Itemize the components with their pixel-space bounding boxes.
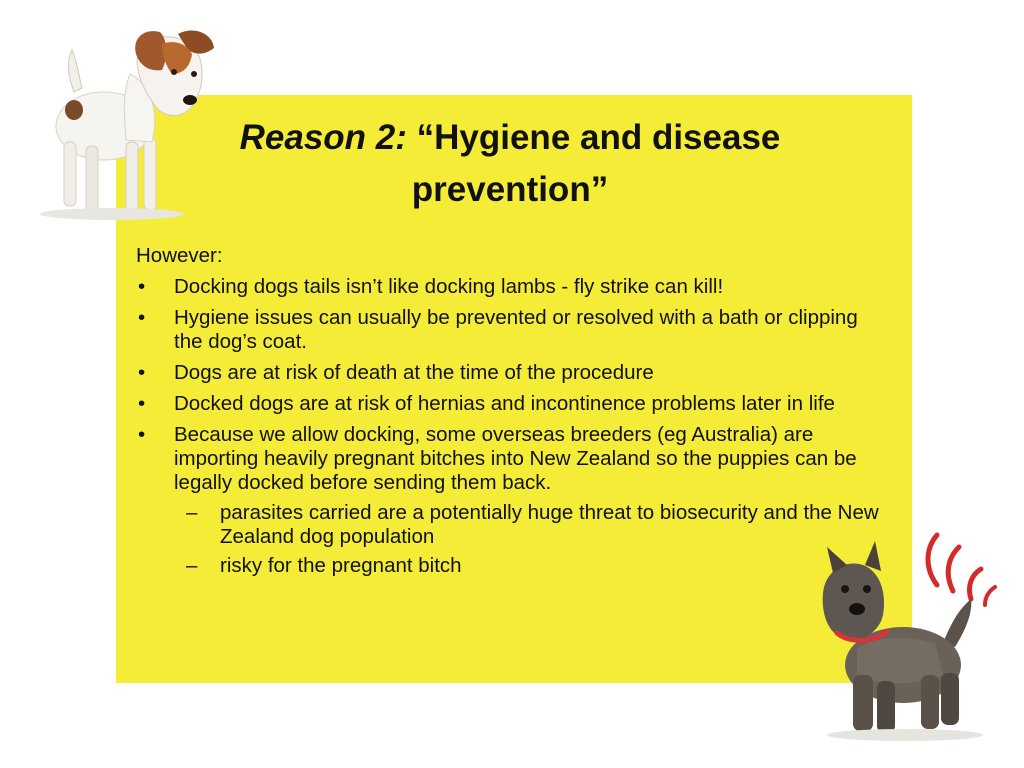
bullet-text: Docking dogs tails isn’t like docking lambs - fly strike can kill! (174, 275, 724, 298)
wag-motion-icon (928, 535, 937, 585)
dash-marker: – (186, 554, 198, 577)
bullet-text: Hygiene issues can usually be prevented or resolved with a bath or clipping the dog’s coat. (174, 306, 858, 353)
title-lead: Reason 2: (239, 118, 407, 157)
bullet-item (136, 361, 884, 385)
bullet-item (136, 275, 884, 299)
slide-body (136, 244, 896, 585)
bullet-text: Dogs are at risk of death at the time of the procedure (174, 361, 654, 384)
bullet-marker: • (138, 392, 146, 415)
bullet-item (136, 306, 884, 354)
dash-marker: – (186, 501, 198, 524)
sub-bullet-text: risky for the pregnant bitch (220, 554, 462, 577)
title-rest: “Hygiene and disease prevention” (411, 118, 781, 209)
bullet-text: Because we allow docking, some overseas breeders (eg Australia) are importing heavily pregnant bitches into New Zealand so the puppies can be legally docked before sending them back. (174, 423, 857, 494)
bullet-item (136, 392, 884, 416)
bullet-marker: • (138, 361, 146, 384)
bullet-marker: • (138, 306, 146, 329)
bullet-item (136, 423, 884, 578)
bullet-marker: • (138, 275, 146, 298)
sub-bullet-text: parasites carried are a potentially huge threat to biosecurity and the New Zealand dog population (220, 501, 879, 548)
sub-bullet-list (174, 501, 884, 578)
bullet-marker: • (138, 423, 146, 446)
bullet-text: Docked dogs are at risk of hernias and incontinence problems later in life (174, 392, 835, 415)
sub-bullet-item (174, 554, 888, 578)
sub-bullet-item (174, 501, 888, 549)
intro-text: However: (136, 244, 223, 267)
slide-title (160, 112, 860, 216)
bullet-list (136, 275, 896, 578)
